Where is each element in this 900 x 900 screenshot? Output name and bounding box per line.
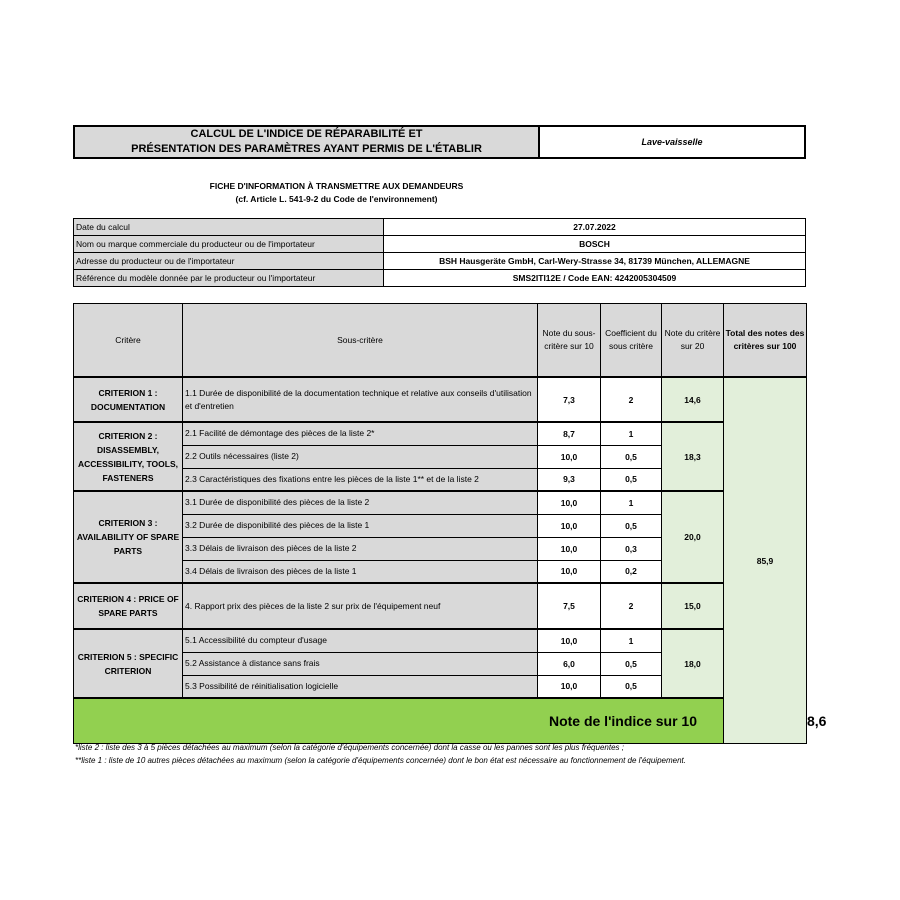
subcriterion-label: 2.3 Caractéristiques des fixations entre les pièces de la liste 1** et de la liste 2 xyxy=(183,468,538,491)
criterion-score: 20,0 xyxy=(662,491,724,583)
subcriterion-note: 10,0 xyxy=(538,491,601,514)
subcriterion-coefficient: 1 xyxy=(601,629,662,652)
info-label: Date du calcul xyxy=(74,219,384,236)
subcriterion-coefficient: 0,2 xyxy=(601,560,662,583)
subcriterion-label: 5.1 Accessibilité du compteur d'usage xyxy=(183,629,538,652)
document-title xyxy=(74,126,539,158)
subcriterion-note: 6,0 xyxy=(538,652,601,675)
subcriterion-coefficient: 0,3 xyxy=(601,537,662,560)
info-row xyxy=(74,219,806,236)
criterion-score: 15,0 xyxy=(662,583,724,629)
info-value: 27.07.2022 xyxy=(384,219,806,236)
final-row: Note de l'indice sur 10 8,6 xyxy=(74,698,807,744)
subcriterion-coefficient: 0,5 xyxy=(601,675,662,698)
criterion-name: CRITERION 3 : AVAILABILITY OF SPARE PARTS xyxy=(74,491,183,583)
header-box xyxy=(73,125,806,159)
header-note-sous-critere: Note du sous-critère sur 10 xyxy=(538,304,601,378)
subcriterion-note: 10,0 xyxy=(538,514,601,537)
criterion-name: CRITERION 2 : DISASSEMBLY, ACCESSIBILITY, TOOLS, FASTENERS xyxy=(74,422,183,491)
subcriterion-coefficient: 2 xyxy=(601,377,662,422)
product-type: Lave-vaisselle xyxy=(539,126,805,158)
subcriterion-label: 3.1 Durée de disponibilité des pièces de la liste 2 xyxy=(183,491,538,514)
table-row xyxy=(74,629,807,652)
subcriterion-note: 7,5 xyxy=(538,583,601,629)
header-total: Total des notes des critères sur 100 xyxy=(724,304,807,378)
subcriterion-label: 5.2 Assistance à distance sans frais xyxy=(183,652,538,675)
subcriterion-coefficient: 0,5 xyxy=(601,445,662,468)
subcriterion-note: 10,0 xyxy=(538,445,601,468)
info-table xyxy=(73,218,806,287)
subcriterion-label: 5.3 Possibilité de réinitialisation logicielle xyxy=(183,675,538,698)
subcriterion-note: 9,3 xyxy=(538,468,601,491)
subcriterion-coefficient: 2 xyxy=(601,583,662,629)
info-label: Référence du modèle donnée par le producteur ou l'importateur xyxy=(74,270,384,287)
subcriterion-note: 10,0 xyxy=(538,629,601,652)
subcriterion-note: 10,0 xyxy=(538,537,601,560)
table-header-row xyxy=(74,304,807,378)
footnotes xyxy=(75,741,815,767)
info-label: Adresse du producteur ou de l'importateur xyxy=(74,253,384,270)
total-score: 85,9 xyxy=(724,377,807,744)
criterion-score: 18,0 xyxy=(662,629,724,698)
subcriterion-label: 3.4 Délais de livraison des pièces de la liste 1 xyxy=(183,560,538,583)
subcriterion-note: 10,0 xyxy=(538,675,601,698)
criterion-score: 14,6 xyxy=(662,377,724,422)
title-line-1: CALCUL DE L'INDICE DE RÉPARABILITÉ ET xyxy=(190,128,423,140)
fiche-line-1: FICHE D'INFORMATION À TRANSMETTRE AUX DEMANDEURS xyxy=(209,181,464,191)
subcriterion-label: 3.3 Délais de livraison des pièces de la liste 2 xyxy=(183,537,538,560)
table-row xyxy=(74,491,807,514)
criterion-name: CRITERION 5 : SPECIFIC CRITERION xyxy=(74,629,183,698)
info-value: BSH Hausgeräte GmbH, Carl-Wery-Strasse 34, 81739 München, ALLEMAGNE xyxy=(384,253,806,270)
subcriterion-label: 3.2 Durée de disponibilité des pièces de la liste 1 xyxy=(183,514,538,537)
header-note-critere: Note du critère sur 20 xyxy=(662,304,724,378)
subcriterion-coefficient: 0,5 xyxy=(601,514,662,537)
table-row xyxy=(74,422,807,445)
info-row xyxy=(74,236,806,253)
fiche-line-2: (cf. Article L. 541-9-2 du Code de l'environnement) xyxy=(235,194,438,204)
footnote-liste-2: *liste 2 : liste des 3 à 5 pièces détachées au maximum (selon la catégorie d'équipements concernée) dont la casse ou les pannes sont les plus fréquentes ; xyxy=(75,743,624,752)
subcriterion-label: 1.1 Durée de disponibilité de la documentation technique et relative aux conseils d'utilisation et d'entretien xyxy=(183,377,538,422)
criterion-score: 18,3 xyxy=(662,422,724,491)
criterion-name: CRITERION 1 : DOCUMENTATION xyxy=(74,377,183,422)
header-coefficient: Coefficient du sous critère xyxy=(601,304,662,378)
footnote-liste-1: **liste 1 : liste de 10 autres pièces détachées au maximum (selon la catégorie d'équipements concernée) dont le bon état est nécessaire au fonctionnement de l'équipement. xyxy=(75,756,686,765)
scoring-table xyxy=(73,303,827,744)
fiche-title xyxy=(73,180,600,206)
title-line-2: PRÉSENTATION DES PARAMÈTRES AYANT PERMIS DE L'ÉTABLIR xyxy=(131,143,482,155)
subcriterion-coefficient: 0,5 xyxy=(601,468,662,491)
subcriterion-label: 4. Rapport prix des pièces de la liste 2 sur prix de l'équipement neuf xyxy=(183,583,538,629)
table-row xyxy=(74,377,807,422)
subcriterion-note: 7,3 xyxy=(538,377,601,422)
info-value: SMS2ITI12E / Code EAN: 4242005304509 xyxy=(384,270,806,287)
criterion-name: CRITERION 4 : PRICE OF SPARE PARTS xyxy=(74,583,183,629)
subcriterion-coefficient: 0,5 xyxy=(601,652,662,675)
info-row xyxy=(74,270,806,287)
info-value: BOSCH xyxy=(384,236,806,253)
subcriterion-note: 8,7 xyxy=(538,422,601,445)
subcriterion-coefficient: 1 xyxy=(601,491,662,514)
subcriterion-coefficient: 1 xyxy=(601,422,662,445)
subcriterion-label: 2.1 Facilité de démontage des pièces de la liste 2* xyxy=(183,422,538,445)
header-sous-critere: Sous-critère xyxy=(183,304,538,378)
subcriterion-label: 2.2 Outils nécessaires (liste 2) xyxy=(183,445,538,468)
table-row xyxy=(74,583,807,629)
info-row xyxy=(74,253,806,270)
final-label: Note de l'indice sur 10 xyxy=(74,698,724,744)
subcriterion-note: 10,0 xyxy=(538,560,601,583)
header-critere: Critère xyxy=(74,304,183,378)
info-label: Nom ou marque commerciale du producteur ou de l'importateur xyxy=(74,236,384,253)
